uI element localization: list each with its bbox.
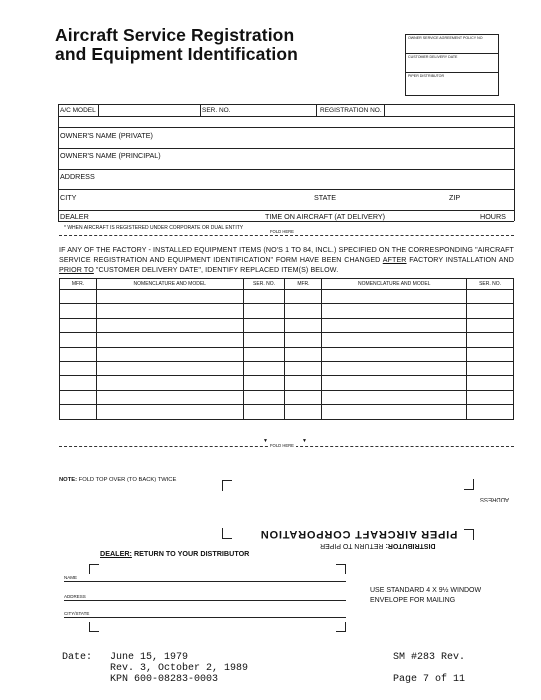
table-cell[interactable] — [322, 290, 467, 304]
table-cell[interactable] — [322, 361, 467, 375]
col-nomenclature-1: NOMENCLATURE AND MODEL — [96, 279, 243, 290]
col-ser-no-1: SER. NO. — [243, 279, 285, 290]
table-cell[interactable] — [467, 290, 514, 304]
instruction-paragraph: IF ANY OF THE FACTORY - INSTALLED EQUIPMENT ITEMS (NO'S 1 TO 84, INCL.) SPECIFIED ON THE CORRESPONDING "AIRCRAFT SERVICE REGISTRATION AND EQUIPMENT IDENTIFICATION" FORM HAVE BEEN CHANGED AFTER FACTORY INSTALLATION AND PRIOR TO "CUSTOMER DELIVERY DATE", IDENTIFY REPLACED ITEM(S) BELOW. — [59, 246, 514, 274]
table-cell[interactable] — [60, 290, 97, 304]
ser-no-label: SER. NO. — [202, 107, 231, 114]
registration-no-label: REGISTRATION NO. — [320, 107, 382, 114]
table-cell[interactable] — [96, 318, 243, 332]
table-row — [60, 376, 514, 390]
table-cell[interactable] — [467, 318, 514, 332]
table-cell[interactable] — [322, 318, 467, 332]
table-cell[interactable] — [322, 405, 467, 419]
fold-arrow-right-icon: ▼ — [302, 438, 307, 444]
table-cell[interactable] — [285, 318, 322, 332]
corner-mark — [464, 479, 474, 490]
fold-arrow-left-icon: ▼ — [263, 438, 268, 444]
hours-label: HOURS — [480, 212, 506, 221]
table-cell[interactable] — [243, 318, 285, 332]
fold-note: NOTE: FOLD TOP OVER (TO BACK) TWICE — [59, 477, 177, 483]
equipment-table — [59, 278, 514, 420]
table-cell[interactable] — [467, 304, 514, 318]
corner-mark — [89, 622, 99, 632]
corner-mark — [222, 480, 232, 491]
table-cell[interactable] — [285, 376, 322, 390]
owner-principal-label: OWNER'S NAME (PRINCIPAL) — [60, 151, 161, 160]
col-ser-no-2: SER. NO. — [467, 279, 514, 290]
footnote: * WHEN AIRCRAFT IS REGISTERED UNDER CORPORATE OR DUAL ENTITY — [64, 225, 244, 231]
col-nomenclature-2: NOMENCLATURE AND MODEL — [322, 279, 467, 290]
piper-distributor-field[interactable]: PIPER DISTRIBUTOR — [408, 74, 445, 78]
fold-here-label-top: FOLD HERE — [270, 229, 294, 234]
table-row — [60, 304, 514, 318]
dealer-label: DEALER — [60, 212, 89, 221]
table-cell[interactable] — [96, 290, 243, 304]
corner-mark — [464, 529, 474, 540]
table-cell[interactable] — [243, 405, 285, 419]
table-cell[interactable] — [60, 333, 97, 347]
corner-mark — [89, 564, 99, 574]
city-state-line[interactable] — [64, 617, 346, 618]
table-cell[interactable] — [96, 361, 243, 375]
table-cell[interactable] — [467, 333, 514, 347]
table-row — [60, 361, 514, 375]
table-cell[interactable] — [243, 347, 285, 361]
table-cell[interactable] — [322, 390, 467, 404]
table-cell[interactable] — [285, 333, 322, 347]
table-cell[interactable] — [60, 304, 97, 318]
table-cell[interactable] — [60, 361, 97, 375]
envelope-instruction: USE STANDARD 4 X 9½ WINDOW ENVELOPE FOR MAILING — [370, 587, 482, 604]
address-inverted: ADDRESS — [480, 496, 510, 502]
table-cell[interactable] — [467, 390, 514, 404]
customer-delivery-date-field[interactable]: CUSTOMER DELIVERY DATE — [406, 54, 498, 73]
dealer-instruction: DEALER: RETURN TO YOUR DISTRIBUTOR — [100, 549, 250, 558]
corner-mark — [222, 528, 232, 539]
table-cell[interactable] — [243, 333, 285, 347]
form-title-line1: Aircraft Service Registration — [55, 25, 295, 45]
state-label: STATE — [314, 193, 337, 202]
table-cell[interactable] — [467, 361, 514, 375]
table-cell[interactable] — [243, 376, 285, 390]
fold-line-top — [59, 235, 514, 236]
mailer-address-label: ADDRESS — [64, 594, 86, 599]
zip-label: ZIP — [449, 193, 461, 202]
table-cell[interactable] — [285, 390, 322, 404]
table-cell[interactable] — [96, 390, 243, 404]
table-header-row — [60, 279, 514, 290]
table-cell[interactable] — [467, 347, 514, 361]
table-row — [60, 390, 514, 404]
table-row — [60, 405, 514, 419]
sm-number: SM #283 Rev. — [393, 652, 466, 663]
address-label: ADDRESS — [60, 172, 95, 181]
table-row — [60, 347, 514, 361]
table-cell[interactable] — [322, 333, 467, 347]
header-box — [405, 34, 499, 96]
table-cell[interactable] — [96, 405, 243, 419]
footer-dates: June 15, 1979 Rev. 3, October 2, 1989 KPN 600-08283-0003 — [110, 652, 249, 685]
table-cell[interactable] — [285, 405, 322, 419]
date-label: Date: — [62, 652, 93, 663]
page-number: Page 7 of 11 — [393, 674, 466, 685]
table-cell[interactable] — [60, 405, 97, 419]
table-cell[interactable] — [243, 390, 285, 404]
col-mfr-1: MFR. — [60, 279, 97, 290]
table-cell[interactable] — [285, 361, 322, 375]
col-mfr-2: MFR. — [285, 279, 322, 290]
name-label: NAME — [64, 575, 78, 580]
table-cell[interactable] — [243, 361, 285, 375]
table-row — [60, 333, 514, 347]
city-state-label: CITY/STATE — [64, 611, 90, 616]
owner-service-agreement-field[interactable]: OWNER SERVICE AGREEMENT POLICY NO — [406, 35, 498, 54]
table-cell[interactable] — [60, 376, 97, 390]
fold-here-label-bottom: FOLD HERE — [270, 443, 294, 448]
owner-private-label: OWNER'S NAME (PRIVATE) — [60, 131, 153, 140]
distributor-instruction-inverted: DISTRIBUTOR: RETURN TO PIPER — [320, 542, 436, 549]
table-cell[interactable] — [243, 290, 285, 304]
ac-model-label: A/C MODEL — [60, 107, 96, 114]
table-cell[interactable] — [60, 390, 97, 404]
table-cell[interactable] — [322, 347, 467, 361]
table-cell[interactable] — [96, 304, 243, 318]
time-on-aircraft-label: TIME ON AIRCRAFT (AT DELIVERY) — [265, 212, 386, 221]
name-line[interactable] — [64, 581, 346, 582]
table-cell[interactable] — [96, 376, 243, 390]
table-cell[interactable] — [96, 347, 243, 361]
form-title-line2: and Equipment Identification — [55, 44, 298, 64]
table-cell[interactable] — [243, 304, 285, 318]
table-cell[interactable] — [467, 405, 514, 419]
table-cell[interactable] — [60, 347, 97, 361]
corner-mark — [336, 622, 346, 632]
piper-address-inverted: PIPER AIRCRAFT CORPORATION — [260, 528, 458, 540]
table-cell[interactable] — [322, 304, 467, 318]
table-cell[interactable] — [285, 347, 322, 361]
table-cell[interactable] — [467, 376, 514, 390]
table-cell[interactable] — [60, 318, 97, 332]
corner-mark — [336, 564, 346, 574]
table-row — [60, 318, 514, 332]
table-row — [60, 290, 514, 304]
table-cell[interactable] — [322, 376, 467, 390]
table-cell[interactable] — [285, 290, 322, 304]
table-cell[interactable] — [96, 333, 243, 347]
city-label: CITY — [60, 193, 77, 202]
address-line[interactable] — [64, 600, 346, 601]
table-cell[interactable] — [285, 304, 322, 318]
